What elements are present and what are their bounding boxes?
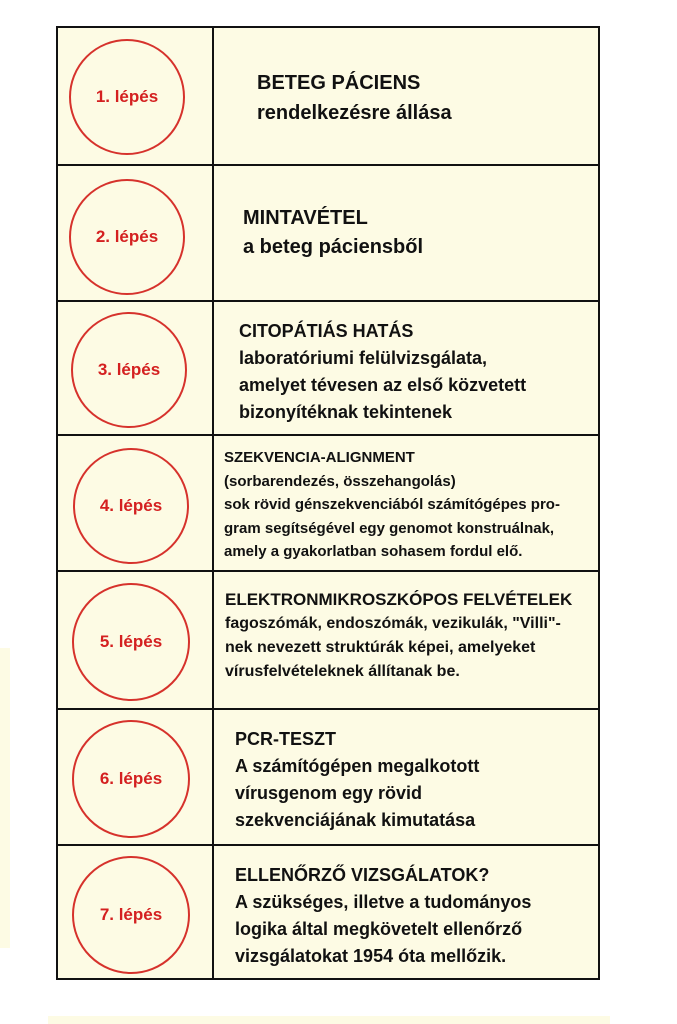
step-label: 1. lépés xyxy=(95,87,159,106)
step-detail: A szükséges, illetve a tudományos xyxy=(235,892,532,912)
step-cell xyxy=(58,436,214,572)
step-row-7 xyxy=(58,844,598,980)
step-row-4 xyxy=(58,434,598,572)
step-detail: vírusgenom egy rövid xyxy=(235,783,423,803)
step-circle xyxy=(69,39,185,155)
step-label: 5. lépés xyxy=(99,632,163,651)
step-circle xyxy=(72,720,190,838)
step-detail: (sorbarendezés, összehangolás) xyxy=(224,472,456,490)
step-detail: A számítógépen megalkotott xyxy=(235,756,480,776)
step-cell xyxy=(58,572,214,710)
step-circle xyxy=(71,312,187,428)
step-label: 6. lépés xyxy=(99,769,163,788)
step-label: 2. lépés xyxy=(95,227,159,246)
step-row-2 xyxy=(58,164,598,302)
step-description xyxy=(216,572,598,710)
process-steps-table xyxy=(56,26,600,980)
step-detail: logika által megkövetelt ellenőrző xyxy=(235,919,523,939)
step-detail: laboratóriumi felülvizsgálata, xyxy=(239,348,488,368)
bottom-background-strip xyxy=(48,1016,610,1024)
step-detail: vírusfelvételeknek állítanak be. xyxy=(225,663,460,680)
step-detail: vizsgálatokat 1954 óta mellőzik. xyxy=(235,946,507,966)
step-circle xyxy=(72,583,190,701)
step-title: CITOPÁTIÁS HATÁS xyxy=(239,321,414,341)
step-description xyxy=(216,166,598,302)
step-title: ELEKTRONMIKROSZKÓPOS FELVÉTELEK xyxy=(225,590,573,609)
step-cell xyxy=(58,166,214,302)
step-title: PCR-TESZT xyxy=(235,729,336,749)
step-detail: a beteg páciensből xyxy=(243,236,424,258)
step-title: SZEKVENCIA-ALIGNMENT xyxy=(224,449,415,466)
step-detail: amely a gyakorlatban sohasem fordul elő. xyxy=(224,543,523,560)
step-cell xyxy=(58,710,214,846)
step-label: 4. lépés xyxy=(99,496,163,515)
step-detail: gram segítségével egy genomot konstruálnak, xyxy=(224,519,555,537)
step-row-1 xyxy=(58,28,598,166)
step-detail: nek nevezett struktúrák képei, amelyeket xyxy=(225,639,536,656)
step-label: 3. lépés xyxy=(97,360,161,379)
step-row-6 xyxy=(58,708,598,846)
step-detail: fagoszómák, endoszómák, vezikulák, "Villi"- xyxy=(225,615,561,632)
step-row-5 xyxy=(58,570,598,710)
step-title: BETEG PÁCIENS xyxy=(257,72,421,94)
step-description xyxy=(216,28,598,166)
step-description xyxy=(216,710,598,846)
step-title: MINTAVÉTEL xyxy=(243,207,368,229)
step-detail: sok rövid génszekvenciából számítógépes pro- xyxy=(224,496,560,513)
step-label: 7. lépés xyxy=(99,905,163,924)
step-detail: szekvenciájának kimutatása xyxy=(235,810,476,830)
step-description xyxy=(216,846,598,980)
step-description xyxy=(216,436,598,572)
step-circle xyxy=(73,448,189,564)
left-background-strip xyxy=(0,648,10,948)
step-circle xyxy=(69,179,185,295)
step-cell xyxy=(58,846,214,980)
step-detail: bizonyítéknak tekintenek xyxy=(239,402,453,422)
step-circle xyxy=(72,856,190,974)
step-row-3 xyxy=(58,300,598,436)
step-title: ELLENŐRZŐ VIZSGÁLATOK? xyxy=(235,865,490,885)
step-cell xyxy=(58,28,214,166)
step-detail: rendelkezésre állása xyxy=(257,102,452,124)
step-cell xyxy=(58,302,214,436)
step-description xyxy=(216,302,598,436)
step-detail: amelyet tévesen az első közvetett xyxy=(239,375,527,395)
